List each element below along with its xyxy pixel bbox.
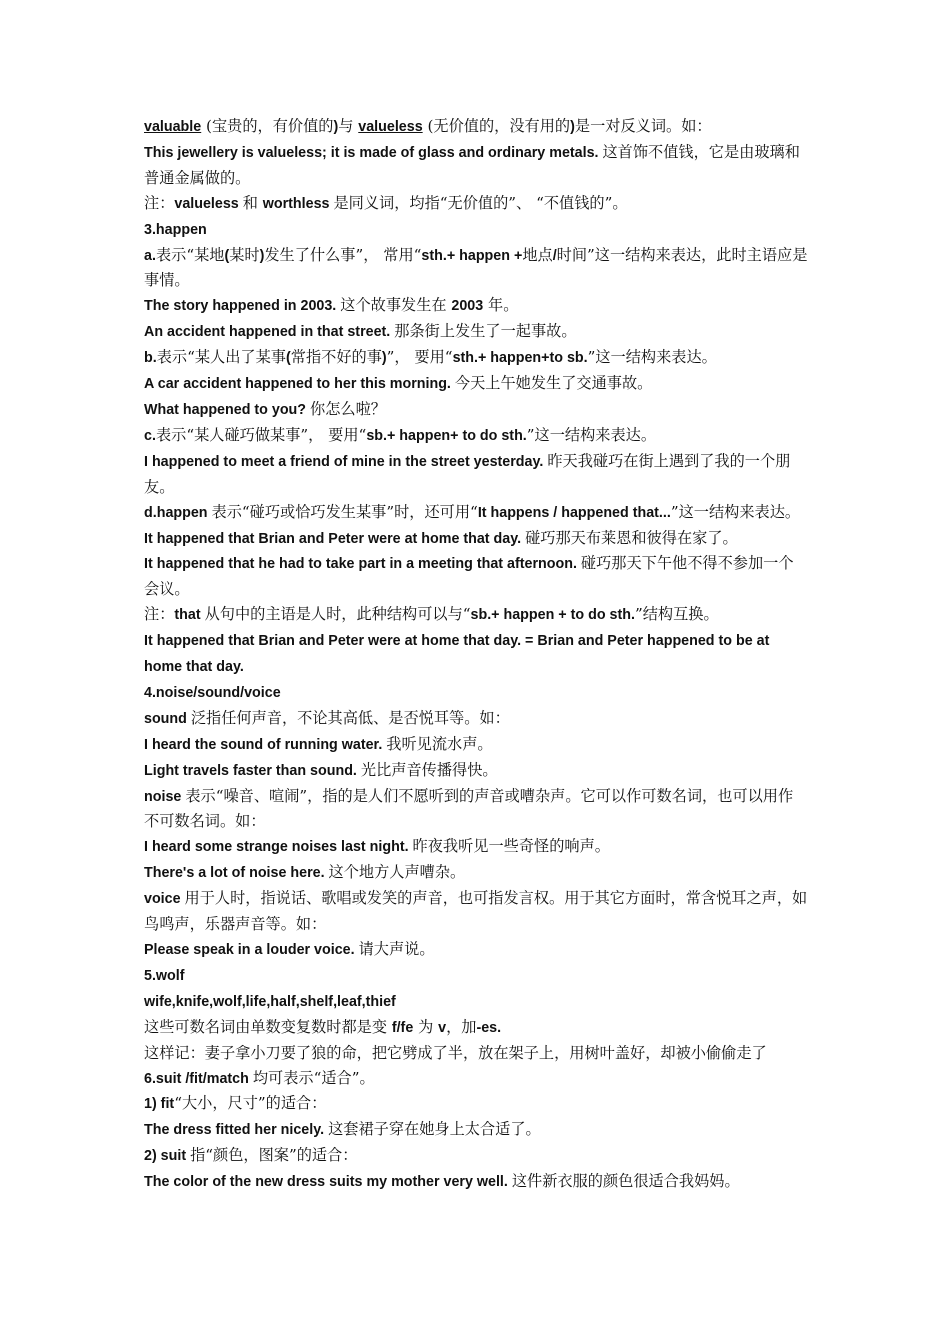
text-run: 地点 bbox=[522, 245, 553, 264]
text-run: sound bbox=[144, 710, 191, 727]
text-run: 与 bbox=[338, 117, 359, 135]
text-run: There's a lot of noise here. bbox=[144, 865, 329, 882]
text-run: 年。 bbox=[483, 296, 519, 315]
text-run: It happens / happened that... bbox=[477, 504, 671, 521]
text-run: I happened to meet a friend of mine in the street yesterday. bbox=[144, 453, 548, 470]
text-run: It happened that Brian and Peter were at home that day. bbox=[144, 530, 526, 547]
text-run: ”， 要用“ bbox=[386, 348, 453, 367]
text-run: 这个故事发生在 bbox=[340, 296, 452, 315]
text-run: wife,knife,wolf,life,half,shelf,leaf,thief bbox=[144, 993, 396, 1010]
text-run: 泛指任何声音，不论其高低、是否悦耳等。如： bbox=[190, 708, 510, 727]
text-run: ( bbox=[285, 350, 291, 367]
text-run: sth.+ happen + bbox=[421, 247, 523, 264]
text-run: The dress fitted her nicely. bbox=[144, 1122, 329, 1139]
text-run: 昨天我碰巧在街上遇到了我的一个朋友。 bbox=[144, 451, 791, 496]
paragraph bbox=[144, 293, 808, 319]
text-run: 用于人时，指说话、歌唱或发笑的声音，也可指发言权。用于其它方面时，常含悦耳之声，如鸟鸣声，乐器声音等。如： bbox=[144, 889, 808, 934]
text-run: Light travels faster than sound. bbox=[144, 762, 361, 779]
text-run: c. bbox=[144, 427, 156, 444]
text-run: ) bbox=[333, 119, 339, 135]
text-run: -es. bbox=[476, 1019, 502, 1036]
paragraph bbox=[144, 706, 808, 732]
text-run: ”这一结构来表达。 bbox=[670, 502, 801, 521]
text-run: ，加 bbox=[446, 1017, 477, 1036]
text-run: 昨夜我听见一些奇怪的响声。 bbox=[412, 837, 610, 856]
text-run: 发生了什么事”， 常用“ bbox=[264, 245, 422, 264]
text-run: I heard some strange noises last night. bbox=[144, 839, 413, 856]
paragraph bbox=[144, 526, 808, 552]
paragraph bbox=[144, 886, 808, 937]
paragraph bbox=[144, 217, 808, 243]
text-run: ( bbox=[201, 117, 212, 135]
text-run: ”这一结构来表达。 bbox=[587, 348, 717, 367]
paragraph bbox=[144, 680, 808, 706]
text-run: b. bbox=[144, 350, 157, 367]
text-run: ) bbox=[570, 119, 575, 135]
text-run: 6.suit /fit/match bbox=[144, 1070, 253, 1087]
text-run: 这件新衣服的颜色很适合我妈妈。 bbox=[511, 1172, 740, 1191]
text-run: 注： bbox=[144, 193, 175, 212]
paragraph bbox=[144, 1117, 808, 1143]
paragraph bbox=[144, 1015, 808, 1041]
paragraph bbox=[144, 371, 808, 397]
text-run: 这个地方人声嘈杂。 bbox=[328, 863, 466, 882]
text-run: 某时 bbox=[229, 245, 260, 264]
text-run: 注： bbox=[144, 605, 175, 624]
text-run: valuable bbox=[144, 119, 202, 135]
text-run: 宝贵的，有价值的 bbox=[211, 117, 334, 135]
text-run: / bbox=[552, 247, 557, 264]
text-run: voice bbox=[144, 891, 185, 908]
text-run: It happened that he had to take part in a meeting that afternoon. bbox=[144, 556, 581, 573]
paragraph bbox=[144, 191, 808, 217]
paragraph bbox=[144, 937, 808, 963]
paragraph bbox=[144, 345, 808, 371]
paragraph bbox=[144, 1066, 808, 1092]
text-run: f/fe bbox=[391, 1019, 414, 1036]
document-body bbox=[144, 114, 808, 1195]
text-run: 1) fit bbox=[144, 1096, 175, 1113]
paragraph bbox=[144, 449, 808, 500]
text-run: 5.wolf bbox=[144, 967, 185, 984]
text-run: 均可表示“适合”。 bbox=[252, 1068, 375, 1087]
text-run: 常指不好的事 bbox=[290, 348, 382, 367]
paragraph bbox=[144, 989, 808, 1015]
text-run: 这样记：妻子拿小刀要了狼的命，把它劈成了半，放在架子上，用树叶盖好，却被小偷偷走了 bbox=[144, 1043, 767, 1062]
text-run: 我听见流水声。 bbox=[386, 734, 493, 753]
text-run: 2) suit bbox=[144, 1148, 191, 1165]
text-run: ) bbox=[381, 350, 387, 367]
paragraph bbox=[144, 114, 808, 140]
text-run: The color of the new dress suits my mother very well. bbox=[144, 1174, 512, 1191]
text-run: 是一对反义词。如： bbox=[574, 117, 712, 135]
text-run: The story happened in 2003. bbox=[144, 298, 341, 315]
text-run: A car accident happened to her this morning. bbox=[144, 376, 455, 393]
paragraph bbox=[144, 140, 808, 191]
paragraph bbox=[144, 860, 808, 886]
paragraph bbox=[144, 784, 808, 835]
text-run: 光比声音传播得快。 bbox=[360, 760, 498, 779]
text-run: a. bbox=[144, 247, 156, 264]
paragraph bbox=[144, 732, 808, 758]
text-run: 表示“某人碰巧做某事”， 要用“ bbox=[155, 425, 367, 444]
paragraph bbox=[144, 963, 808, 989]
text-run: 表示“噪音、喧闹”，指的是人们不愿听到的声音或嘈杂声。它可以作可数名词，也可以用作不可数名词。如： bbox=[144, 786, 794, 831]
text-run: worthless bbox=[262, 195, 334, 212]
text-run: v bbox=[438, 1019, 447, 1036]
text-run: 表示“某地 bbox=[155, 245, 225, 264]
paragraph bbox=[144, 628, 808, 680]
paragraph bbox=[144, 397, 808, 423]
text-run: It happened that Brian and Peter were at home that day. = Brian and Peter happened to be at home that day. bbox=[144, 633, 770, 676]
text-run: I heard the sound of running water. bbox=[144, 736, 387, 753]
text-run: valueless bbox=[358, 119, 423, 135]
text-run: ( bbox=[224, 247, 230, 264]
text-run: 和 bbox=[242, 193, 263, 212]
text-run: Please speak in a louder voice. bbox=[144, 942, 359, 958]
paragraph bbox=[144, 243, 808, 294]
text-run: 无价值的，没有用的 bbox=[433, 117, 571, 135]
paragraph bbox=[144, 1143, 808, 1169]
text-run: 你怎么啦？ bbox=[310, 399, 386, 418]
paragraph bbox=[144, 1041, 808, 1066]
text-run: What happened to you? bbox=[144, 401, 310, 418]
text-run: 为 bbox=[413, 1017, 439, 1036]
text-run: 这首饰不值钱，它是由玻璃和普通金属做的。 bbox=[144, 142, 800, 187]
text-run: ”这一结构来表达。 bbox=[526, 425, 657, 444]
text-run: ( bbox=[422, 117, 434, 135]
text-run: “大小，尺寸”的适合： bbox=[174, 1094, 327, 1113]
text-run: noise bbox=[144, 788, 186, 805]
text-run: valueless bbox=[174, 195, 243, 212]
text-run: 是同义词，均指“无价值的”、 “不值钱的”。 bbox=[333, 193, 628, 212]
text-run: 这套裙子穿在她身上太合适了。 bbox=[328, 1120, 541, 1139]
text-run: 4.noise/sound/voice bbox=[144, 684, 281, 701]
paragraph bbox=[144, 551, 808, 602]
text-run: ”结构互换。 bbox=[634, 605, 719, 624]
paragraph bbox=[144, 500, 808, 526]
text-run: 2003 bbox=[451, 298, 484, 315]
paragraph bbox=[144, 758, 808, 784]
paragraph bbox=[144, 602, 808, 628]
text-run: 这些可数名词由单数变复数时都是变 bbox=[144, 1017, 392, 1036]
text-run: This jewellery is valueless; it is made of glass and ordinary metals. bbox=[144, 144, 603, 161]
text-run: 表示“碰巧或恰巧发生某事”时，还可用“ bbox=[211, 502, 478, 521]
text-run: ) bbox=[259, 247, 265, 264]
text-run: 请大声说。 bbox=[358, 940, 435, 958]
text-run: 指“颜色，图案”的适合： bbox=[190, 1146, 358, 1165]
text-run: 时间”这一结构来表达，此时主语应是事情。 bbox=[144, 245, 808, 290]
text-run: sb.+ happen + to do sth. bbox=[470, 607, 635, 624]
text-run: 表示“某人出了某事 bbox=[156, 348, 286, 367]
text-run: that bbox=[174, 607, 205, 624]
paragraph bbox=[144, 319, 808, 345]
text-run: 今天上午她发生了交通事故。 bbox=[454, 374, 653, 393]
text-run: 3.happen bbox=[144, 221, 207, 238]
text-run: 从句中的主语是人时，此种结构可以与“ bbox=[204, 605, 471, 624]
text-run: 碰巧那天下午他不得不参加一个会议。 bbox=[144, 554, 794, 599]
paragraph bbox=[144, 834, 808, 860]
text-run: sth.+ happen+to sb. bbox=[452, 350, 588, 367]
text-run: 碰巧那天布莱恩和彼得在家了。 bbox=[525, 528, 738, 547]
paragraph bbox=[144, 423, 808, 449]
text-run: 那条街上发生了一起事故。 bbox=[394, 322, 577, 341]
paragraph bbox=[144, 1091, 808, 1117]
paragraph bbox=[144, 1169, 808, 1195]
text-run: d.happen bbox=[144, 504, 212, 521]
text-run: sb.+ happen+ to do sth. bbox=[366, 427, 527, 444]
text-run: An accident happened in that street. bbox=[144, 324, 395, 341]
